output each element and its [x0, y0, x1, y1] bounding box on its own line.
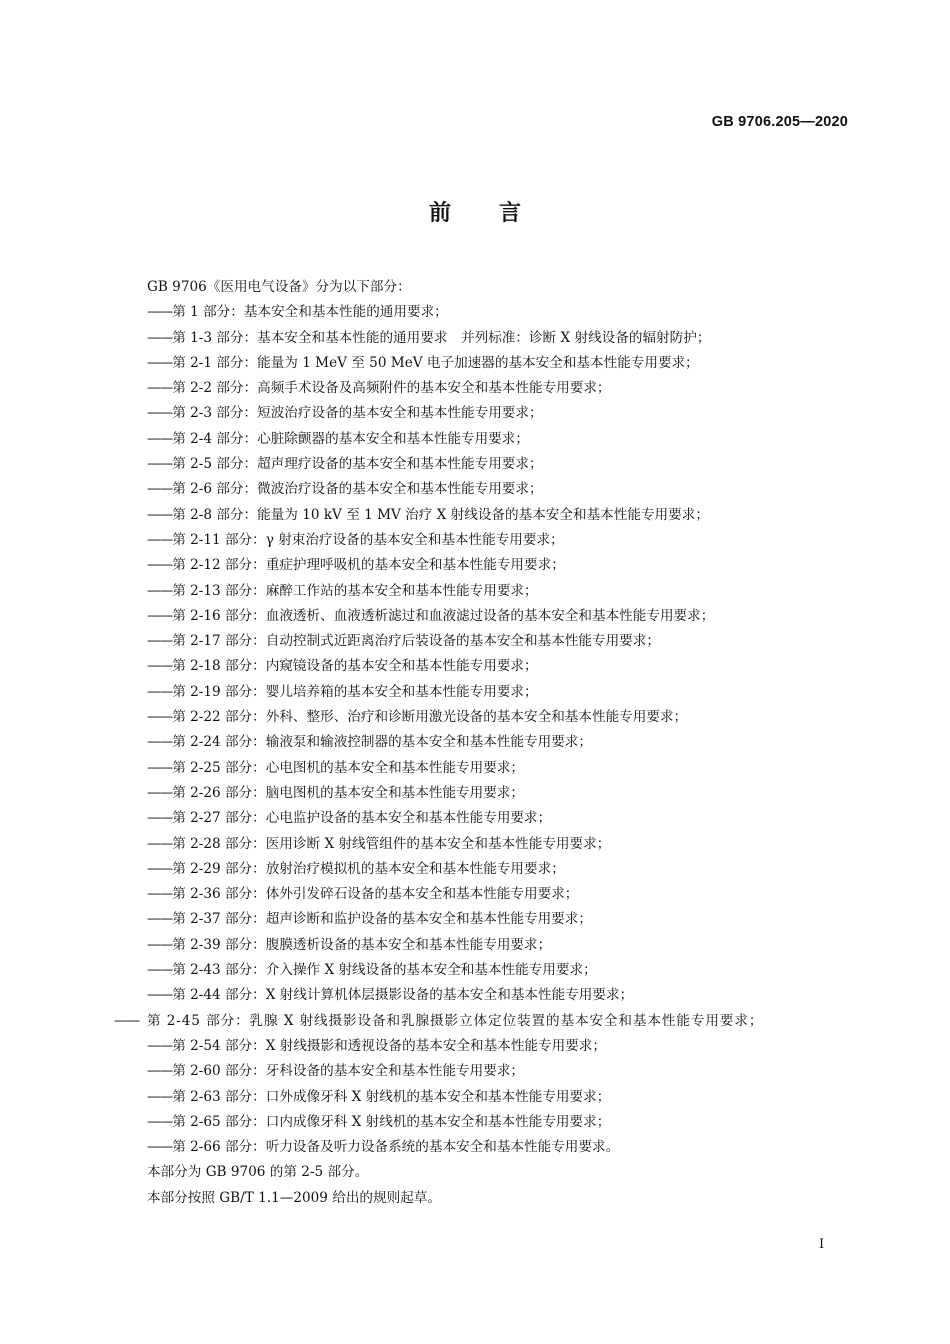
em-dash: —— — [147, 962, 173, 979]
em-dash: —— — [147, 506, 173, 523]
em-dash: —— — [147, 354, 173, 371]
em-dash: —— — [147, 734, 173, 751]
list-item — [147, 730, 852, 755]
em-dash: —— — [147, 1113, 173, 1130]
list-item — [147, 806, 852, 831]
part-title: 第 2-54 部分：X 射线摄影和透视设备的基本安全和基本性能专用要求； — [172, 1037, 606, 1054]
part-title: 第 2-36 部分：体外引发碎石设备的基本安全和基本性能专用要求； — [172, 886, 579, 903]
list-item — [147, 579, 852, 604]
list-item — [147, 857, 852, 882]
part-title: 第 2-27 部分：心电监护设备的基本安全和基本性能专用要求； — [172, 810, 552, 827]
closing-paragraph: 本部分为 GB 9706 的第 2-5 部分。 — [147, 1164, 369, 1181]
list-item — [147, 983, 852, 1008]
em-dash: —— — [147, 810, 173, 827]
em-dash: —— — [147, 1063, 173, 1080]
list-item: —— 第 2-45 部分：乳腺 X 射线摄影设备和乳腺摄影立体定位装置的基本安全和基本性能专用要求； — [114, 1012, 764, 1029]
part-title: 第 2-18 部分：内窥镜设备的基本安全和基本性能专用要求； — [172, 658, 538, 675]
em-dash: —— — [147, 607, 173, 624]
list-item — [147, 604, 852, 629]
part-title: 第 2-44 部分：X 射线计算机体层摄影设备的基本安全和基本性能专用要求； — [172, 987, 634, 1004]
em-dash: —— — [147, 304, 173, 321]
em-dash: —— — [147, 531, 173, 548]
list-item — [147, 553, 852, 578]
list-item — [147, 705, 852, 730]
list-item — [147, 629, 852, 654]
part-title: 第 2-26 部分：脑电图机的基本安全和基本性能专用要求； — [172, 784, 525, 801]
document-body — [114, 275, 852, 1211]
part-title: 第 2-39 部分：腹膜透析设备的基本安全和基本性能专用要求； — [172, 936, 552, 953]
list-item — [147, 452, 852, 477]
em-dash: —— — [147, 759, 173, 776]
list-item — [147, 1085, 852, 1110]
em-dash: —— — [147, 683, 173, 700]
part-title: 第 2-45 部分：乳腺 X 射线摄影设备和乳腺摄影立体定位装置的基本安全和基本性能专用要求； — [147, 1012, 764, 1029]
part-title: 第 2-65 部分：口内成像牙科 X 射线机的基本安全和基本性能专用要求； — [172, 1113, 611, 1130]
page-number: I — [819, 1237, 825, 1252]
part-title: 第 2-2 部分：高频手术设备及高频附件的基本安全和基本性能专用要求； — [172, 380, 611, 397]
part-title: 第 2-3 部分：短波治疗设备的基本安全和基本性能专用要求； — [172, 405, 543, 422]
parts-list — [114, 300, 852, 1160]
list-item — [147, 781, 852, 806]
part-title: 第 2-60 部分：牙科设备的基本安全和基本性能专用要求； — [172, 1063, 525, 1080]
em-dash: —— — [147, 582, 173, 599]
list-item — [147, 401, 852, 426]
list-item — [147, 477, 852, 502]
em-dash: —— — [147, 658, 173, 675]
list-item — [147, 832, 852, 857]
list-item — [147, 503, 852, 528]
list-item — [147, 958, 852, 983]
part-title: 第 2-6 部分：微波治疗设备的基本安全和基本性能专用要求； — [172, 481, 543, 498]
part-title: 第 2-28 部分：医用诊断 X 射线管组件的基本安全和基本性能专用要求； — [172, 835, 611, 852]
list-item — [147, 756, 852, 781]
em-dash: —— — [147, 430, 173, 447]
em-dash: —— — [147, 936, 173, 953]
part-title: 第 2-22 部分：外科、整形、治疗和诊断用激光设备的基本安全和基本性能专用要求； — [172, 709, 688, 726]
list-item — [147, 1059, 852, 1084]
list-item — [147, 882, 852, 907]
em-dash: —— — [147, 1037, 173, 1054]
part-title: 第 2-1 部分：能量为 1 MeV 至 50 MeV 电子加速器的基本安全和基本性能专用要求； — [172, 354, 699, 371]
part-title: 第 2-25 部分：心电图机的基本安全和基本性能专用要求； — [172, 759, 525, 776]
part-title: 第 2-43 部分：介入操作 X 射线设备的基本安全和基本性能专用要求； — [172, 962, 597, 979]
list-item — [147, 326, 852, 351]
em-dash: —— — [147, 886, 173, 903]
em-dash: —— — [147, 987, 173, 1004]
part-title: 第 2-29 部分：放射治疗模拟机的基本安全和基本性能专用要求； — [172, 860, 565, 877]
em-dash: —— — [147, 557, 173, 574]
part-title: 第 2-5 部分：超声理疗设备的基本安全和基本性能专用要求； — [172, 456, 543, 473]
part-title: 第 2-19 部分：婴儿培养箱的基本安全和基本性能专用要求； — [172, 683, 538, 700]
part-title: 第 1-3 部分：基本安全和基本性能的通用要求 并列标准：诊断 X 射线设备的辐射防护； — [172, 329, 711, 346]
em-dash: —— — [147, 784, 173, 801]
intro-paragraph: GB 9706《医用电气设备》分为以下部分： — [147, 279, 411, 295]
em-dash: —— — [147, 405, 173, 422]
list-item — [147, 351, 852, 376]
list-item — [147, 933, 852, 958]
em-dash: —— — [147, 835, 173, 852]
em-dash: —— — [147, 456, 173, 473]
list-item — [147, 300, 852, 325]
page-title: 前言 — [428, 201, 569, 226]
part-title: 第 1 部分：基本安全和基本性能的通用要求； — [172, 304, 448, 321]
closing-paragraph: 本部分按照 GB/T 1.1—2009 给出的规则起草。 — [147, 1189, 441, 1206]
em-dash: —— — [147, 911, 173, 928]
part-title: 第 2-17 部分：自动控制式近距离治疗后装设备的基本安全和基本性能专用要求； — [172, 633, 660, 650]
part-title: 第 2-12 部分：重症护理呼吸机的基本安全和基本性能专用要求； — [172, 557, 565, 574]
part-title: 第 2-66 部分：听力设备及听力设备系统的基本安全和基本性能专用要求。 — [172, 1139, 620, 1156]
em-dash: —— — [147, 1139, 173, 1156]
list-item — [147, 1034, 852, 1059]
list-item — [147, 654, 852, 679]
part-title: 第 2-37 部分：超声诊断和监护设备的基本安全和基本性能专用要求； — [172, 911, 592, 928]
standard-number: GB 9706.205—2020 — [711, 114, 848, 130]
list-item — [147, 680, 852, 705]
part-title: 第 2-16 部分：血液透析、血液透析滤过和血液滤过设备的基本安全和基本性能专用要求； — [172, 607, 715, 624]
part-title: 第 2-63 部分：口外成像牙科 X 射线机的基本安全和基本性能专用要求； — [172, 1088, 611, 1105]
em-dash: —— — [147, 329, 173, 346]
em-dash: —— — [147, 633, 173, 650]
part-title: 第 2-11 部分：γ 射束治疗设备的基本安全和基本性能专用要求； — [172, 531, 564, 548]
em-dash: —— — [147, 709, 173, 726]
part-title: 第 2-4 部分：心脏除颤器的基本安全和基本性能专用要求； — [172, 430, 529, 447]
list-item — [147, 907, 852, 932]
em-dash: —— — [147, 481, 173, 498]
part-title: 第 2-13 部分：麻醉工作站的基本安全和基本性能专用要求； — [172, 582, 538, 599]
list-item — [147, 376, 852, 401]
list-item — [147, 1110, 852, 1135]
em-dash: —— — [147, 860, 173, 877]
list-item — [147, 1135, 852, 1160]
list-item — [147, 427, 852, 452]
list-item — [147, 528, 852, 553]
part-title: 第 2-8 部分：能量为 10 kV 至 1 MV 治疗 X 射线设备的基本安全和基本性能专用要求； — [172, 506, 709, 523]
em-dash: —— — [147, 380, 173, 397]
em-dash: —— — [147, 1088, 173, 1105]
part-title: 第 2-24 部分：输液泵和输液控制器的基本安全和基本性能专用要求； — [172, 734, 592, 751]
